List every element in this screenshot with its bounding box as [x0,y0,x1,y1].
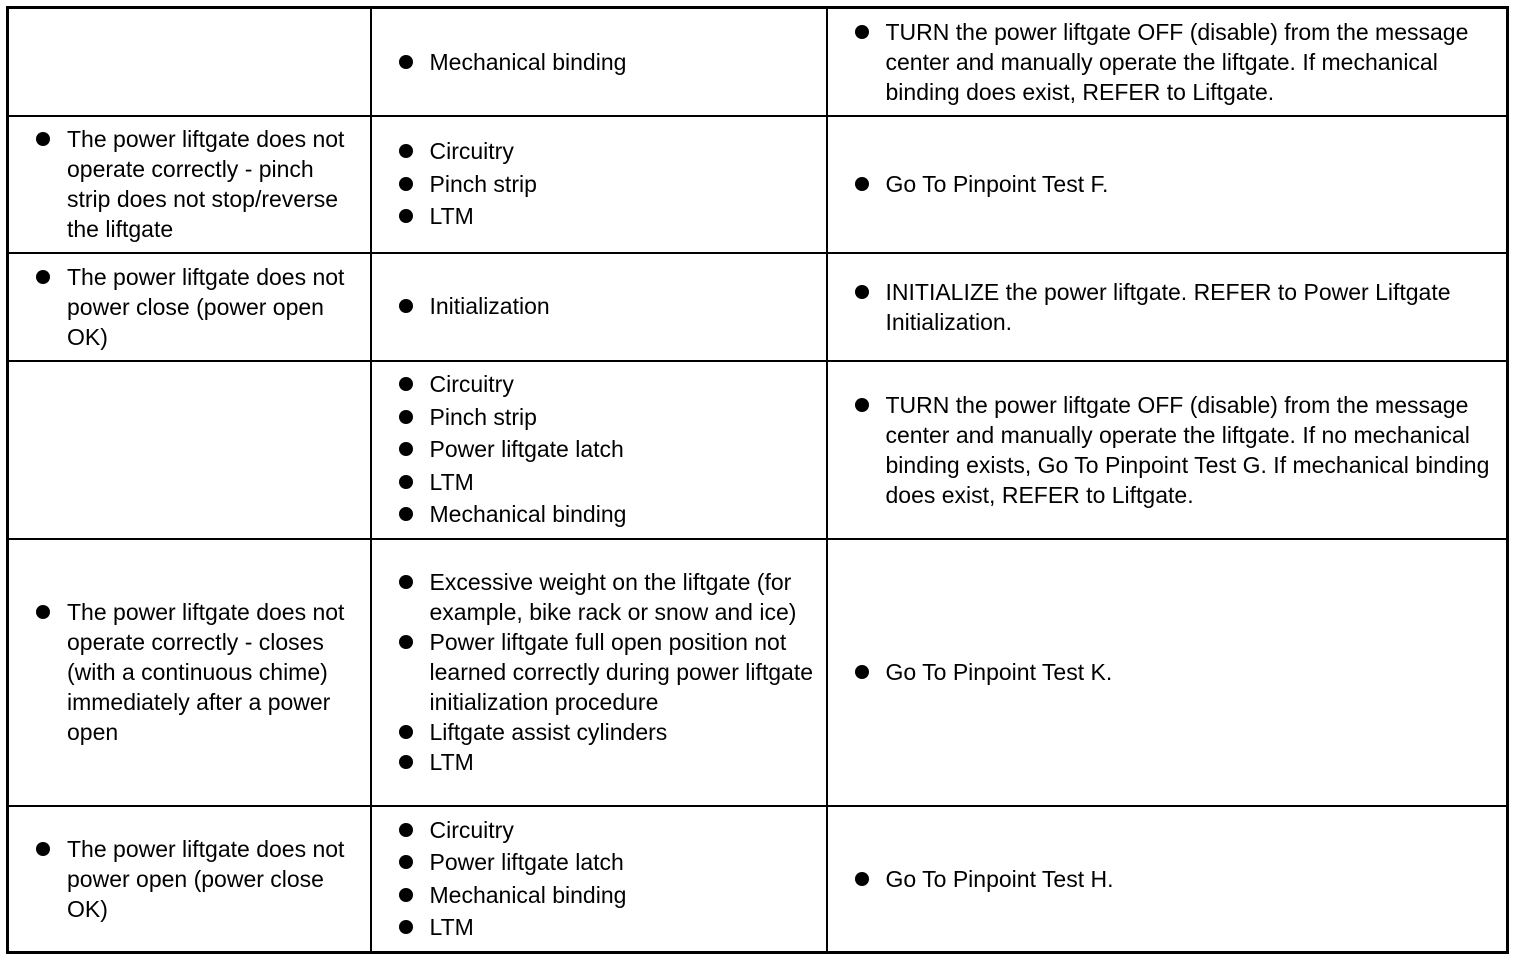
source-list [372,135,818,233]
possible-source-cell [371,8,827,116]
action-item: TURN the power liftgate OFF (disable) from the message center and manually operate the liftgate. If mechanical binding does exist, REFER to Liftgate. [828,17,1499,107]
source-item: Power liftgate latch [372,433,818,466]
condition-item: The power liftgate does not operate correctly - closes (with a continuous chime) immediately after a power open [9,597,362,747]
source-item: Mechanical binding [372,498,818,531]
condition-cell [8,253,371,361]
action-item: Go To Pinpoint Test H. [828,864,1499,894]
condition-list [9,834,362,924]
condition-item: The power liftgate does not operate correctly - pinch strip does not stop/reverse the liftgate [9,124,362,244]
condition-cell [8,539,371,806]
table-row [8,361,1508,539]
condition-cell [8,8,371,116]
action-list [828,277,1499,337]
source-item: LTM [372,747,818,777]
source-list [372,814,818,944]
condition-cell [8,116,371,253]
action-list [828,390,1499,510]
source-item: Power liftgate latch [372,846,818,879]
action-cell [827,539,1508,806]
source-item: LTM [372,466,818,499]
source-list [372,567,818,777]
source-item: Pinch strip [372,401,818,434]
action-item: TURN the power liftgate OFF (disable) from the message center and manually operate the liftgate. If no mechanical binding exists, Go To Pinpoint Test G. If mechanical binding does exist, REFER to Liftgate. [828,390,1499,510]
source-item: Power liftgate full open position not learned correctly during power liftgate initialization procedure [372,627,818,717]
condition-cell [8,806,371,953]
source-item: Excessive weight on the liftgate (for example, bike rack or snow and ice) [372,567,818,627]
possible-source-cell [371,806,827,953]
table-row [8,8,1508,116]
source-item: Circuitry [372,368,818,401]
source-item: Mechanical binding [372,46,818,79]
condition-item: The power liftgate does not power open (power close OK) [9,834,362,924]
condition-list [9,597,362,747]
source-list [372,290,818,323]
source-item: Mechanical binding [372,879,818,912]
possible-source-cell [371,539,827,806]
action-item: Go To Pinpoint Test K. [828,657,1499,687]
condition-cell [8,361,371,539]
possible-source-cell [371,253,827,361]
action-list [828,17,1499,107]
action-cell [827,806,1508,953]
source-item: Initialization [372,290,818,323]
action-item: INITIALIZE the power liftgate. REFER to Power Liftgate Initialization. [828,277,1499,337]
source-item: Pinch strip [372,168,818,201]
source-item: Circuitry [372,814,818,847]
source-item: Liftgate assist cylinders [372,717,818,747]
action-cell [827,361,1508,539]
condition-list [9,124,362,244]
condition-list [9,262,362,352]
source-item: Circuitry [372,135,818,168]
action-item: Go To Pinpoint Test F. [828,169,1499,199]
source-list [372,46,818,79]
action-list [828,169,1499,199]
action-list [828,864,1499,894]
action-cell [827,253,1508,361]
action-cell [827,116,1508,253]
table-row [8,253,1508,361]
action-list [828,657,1499,687]
source-item: LTM [372,911,818,944]
source-item: LTM [372,200,818,233]
table-row [8,116,1508,253]
table-row [8,806,1508,953]
possible-source-cell [371,361,827,539]
source-list [372,368,818,531]
action-cell [827,8,1508,116]
table-row [8,539,1508,806]
symptom-chart-table [6,6,1509,954]
condition-item: The power liftgate does not power close (power open OK) [9,262,362,352]
possible-source-cell [371,116,827,253]
